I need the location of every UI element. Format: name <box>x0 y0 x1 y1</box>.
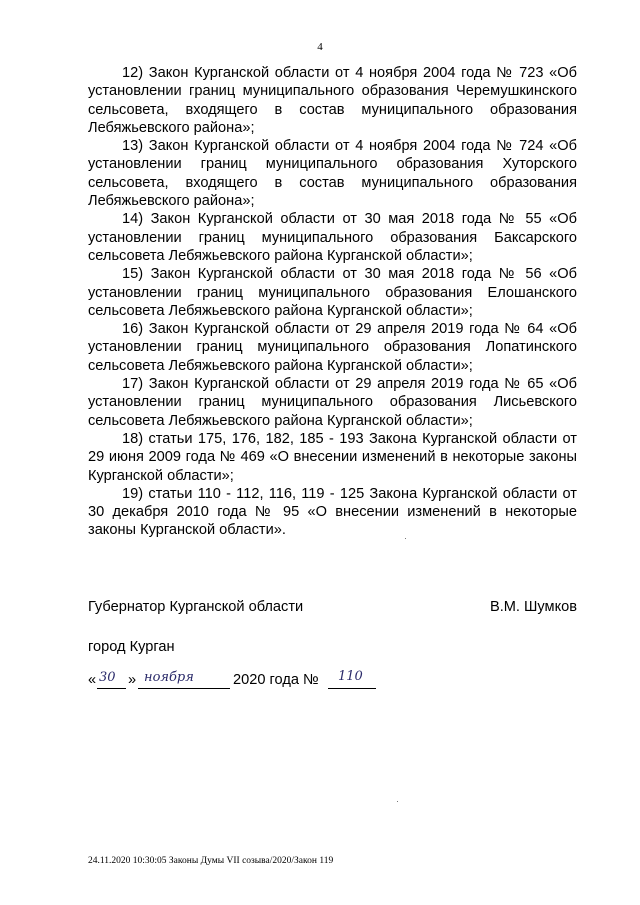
month-underline <box>138 688 230 689</box>
page-number: 4 <box>317 41 323 53</box>
footer-stamp: 24.11.2020 10:30:05 Законы Думы VII созыва/2020/Закон 119 <box>88 856 334 866</box>
handwritten-number: 110 <box>338 669 363 684</box>
governor-name: В.М. Шумков <box>489 599 577 615</box>
list-item: 19) статьи 110 - 112, 116, 119 - 125 Закона Курганской области от 30 декабря 2010 года № 95 «О внесении изменений в некоторые законы Курганской области». <box>88 485 577 539</box>
city-line: город Курган <box>88 639 175 655</box>
close-quote: » <box>128 672 137 688</box>
speck <box>397 801 398 802</box>
open-quote: « <box>88 672 97 688</box>
date-line <box>88 669 388 694</box>
day-underline <box>97 688 126 689</box>
list-item: 18) статьи 175, 176, 182, 185 - 193 Закона Курганской области от 29 июня 2009 года № 469 «О внесении изменений в некоторые законы Курганской области»; <box>88 430 577 484</box>
list-item: 12) Закон Курганской области от 4 ноября 2004 года № 723 «Об установлении границ муниципального образования Черемушкинского сельсовета, входящего в состав муниципального образования Лебяжьевского района»; <box>88 65 577 136</box>
list-item: 13) Закон Курганской области от 4 ноября 2004 года № 724 «Об установлении границ муниципального образования Хуторского сельсовета, входящего в состав муниципального образования Лебяжьевского района»; <box>88 138 577 210</box>
year-text: 2020 года № <box>233 672 319 688</box>
speck <box>405 538 406 539</box>
law-list <box>88 64 577 540</box>
handwritten-month: ноября <box>144 670 194 685</box>
list-item: 14) Закон Курганской области от 30 мая 2018 года № 55 «Об установлении границ муниципального образования Баксарского сельсовета Лебяжьевского района Курганской области»; <box>88 211 577 264</box>
list-item: 17) Закон Курганской области от 29 апреля 2019 года № 65 «Об установлении границ муниципального образования Лисьевского сельсовета Лебяжьевского района Курганской области»; <box>88 376 577 429</box>
number-underline <box>328 688 376 689</box>
handwritten-day: 30 <box>99 670 116 685</box>
list-item: 16) Закон Курганской области от 29 апреля 2019 года № 64 «Об установлении границ муниципального образования Лопатинского сельсовета Лебяжьевского района Курганской области»; <box>88 321 577 374</box>
governor-title: Губернатор Курганской области <box>88 599 304 615</box>
list-item: 15) Закон Курганской области от 30 мая 2018 года № 56 «Об установлении границ муниципального образования Елошанского сельсовета Лебяжьевского района Курганской области»; <box>88 266 577 319</box>
